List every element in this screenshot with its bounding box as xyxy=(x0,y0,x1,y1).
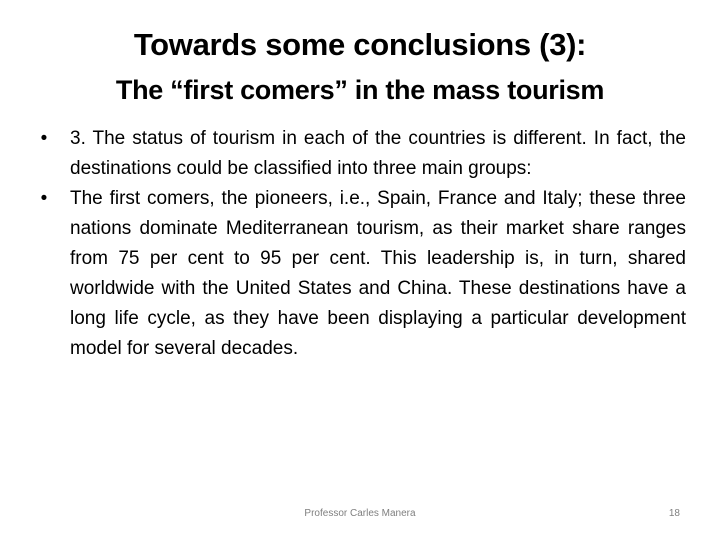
footer-page-number: 18 xyxy=(668,508,680,519)
footer-author: Professor Carles Manera xyxy=(304,508,416,519)
title-line-1: Towards some conclusions (3): xyxy=(133,27,587,62)
bullet-marker: • xyxy=(40,188,48,209)
title-line-2: The “first comers” in the mass tourism xyxy=(115,75,605,105)
slide-title xyxy=(40,22,680,112)
bullet-marker: • xyxy=(40,128,48,149)
bullet-text: 3. The status of tourism in each of the countries is different. In fact, the destinations could be classified into three main groups: xyxy=(70,128,686,179)
bullet-item-1 xyxy=(34,124,686,184)
bullet-text: The first comers, the pioneers, i.e., Spain, France and Italy; these three nations dominate Mediterranean tourism, as their market share ranges from 75 per cent to 95 per cent. This leadership is, in turn, shared worldwide with the United States and China. These destinations have a long life cycle, as they have been displaying a particular development model for several decades. xyxy=(70,188,686,359)
bullet-item-2 xyxy=(34,184,686,364)
bullet-list xyxy=(34,124,686,364)
